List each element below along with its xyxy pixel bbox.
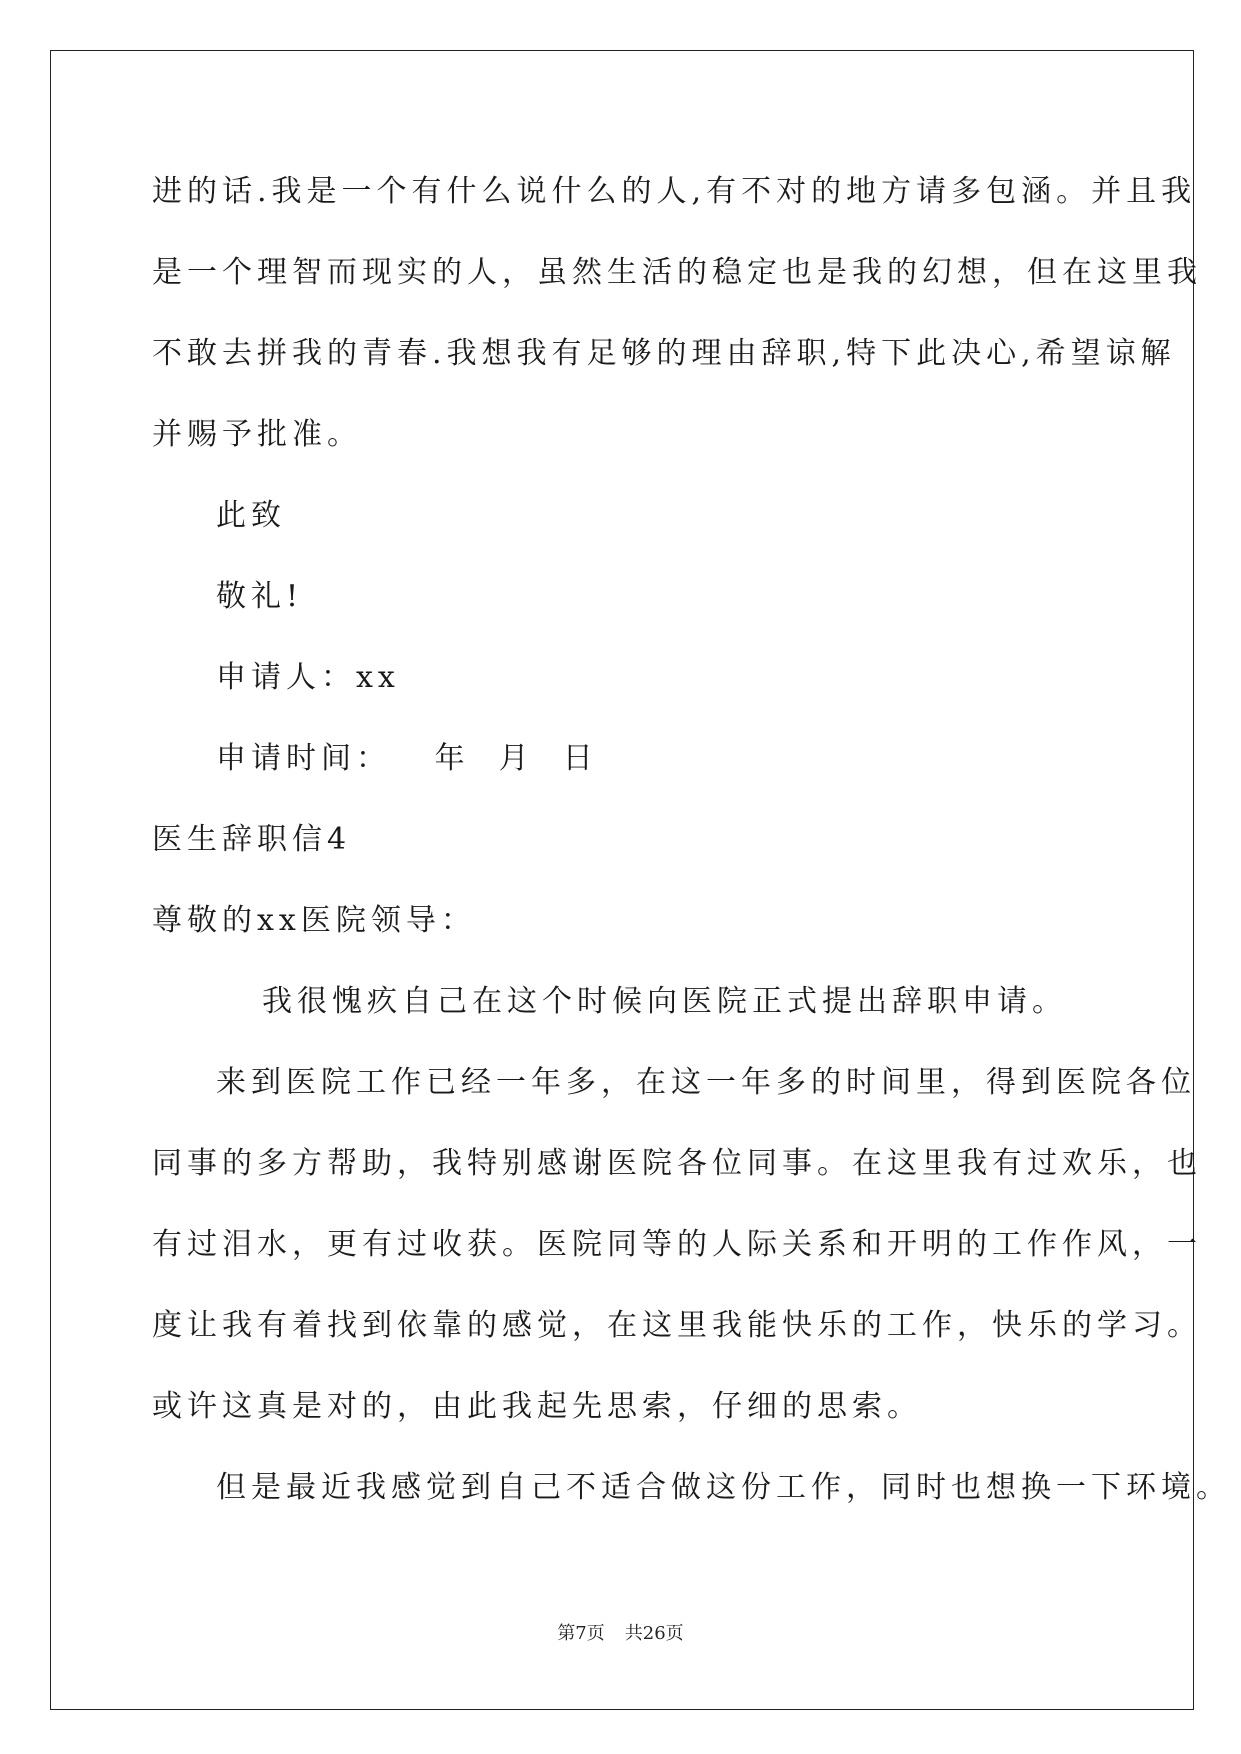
body-line: 不敢去拼我的青春.我想我有足够的理由辞职,特下此决心,希望谅解 bbox=[152, 336, 1176, 371]
date-line: 申请时间： 年 月 日 bbox=[216, 741, 598, 776]
section-heading: 医生辞职信4 bbox=[152, 822, 352, 857]
letter-salutation: 尊敬的xx医院领导： bbox=[152, 903, 476, 938]
body-line: 有过泪水，更有过收获。医院同等的人际关系和开明的工作作风，一 bbox=[152, 1227, 1202, 1262]
closing-salutation: 敬礼! bbox=[216, 579, 304, 614]
body-line: 度让我有着找到依靠的感觉，在这里我能快乐的工作，快乐的学习。 bbox=[152, 1308, 1202, 1343]
page-total: 共26页 bbox=[624, 1623, 684, 1644]
body-line: 同事的多方帮助，我特别感谢医院各位同事。在这里我有过欢乐，也 bbox=[152, 1146, 1202, 1181]
body-line: 或许这真是对的，由此我起先思索，仔细的思索。 bbox=[152, 1389, 922, 1424]
body-line: 并赐予批准。 bbox=[152, 417, 362, 452]
page-number: 第7页 bbox=[557, 1623, 605, 1644]
applicant-line: 申请人：xx bbox=[216, 660, 400, 695]
body-line: 来到医院工作已经一年多，在这一年多的时间里，得到医院各位 bbox=[216, 1065, 1196, 1100]
closing-line: 此致 bbox=[216, 498, 286, 533]
body-line: 但是最近我感觉到自己不适合做这份工作，同时也想换一下环境。 bbox=[216, 1470, 1231, 1505]
page-border bbox=[50, 50, 1197, 1710]
page-footer bbox=[0, 1623, 1241, 1645]
body-line: 进的话.我是一个有什么说什么的人,有不对的地方请多包涵。并且我 bbox=[152, 174, 1197, 209]
body-line: 我很愧疚自己在这个时候向医院正式提出辞职申请。 bbox=[262, 984, 1067, 1019]
body-line: 是一个理智而现实的人，虽然生活的稳定也是我的幻想，但在这里我 bbox=[152, 255, 1202, 290]
